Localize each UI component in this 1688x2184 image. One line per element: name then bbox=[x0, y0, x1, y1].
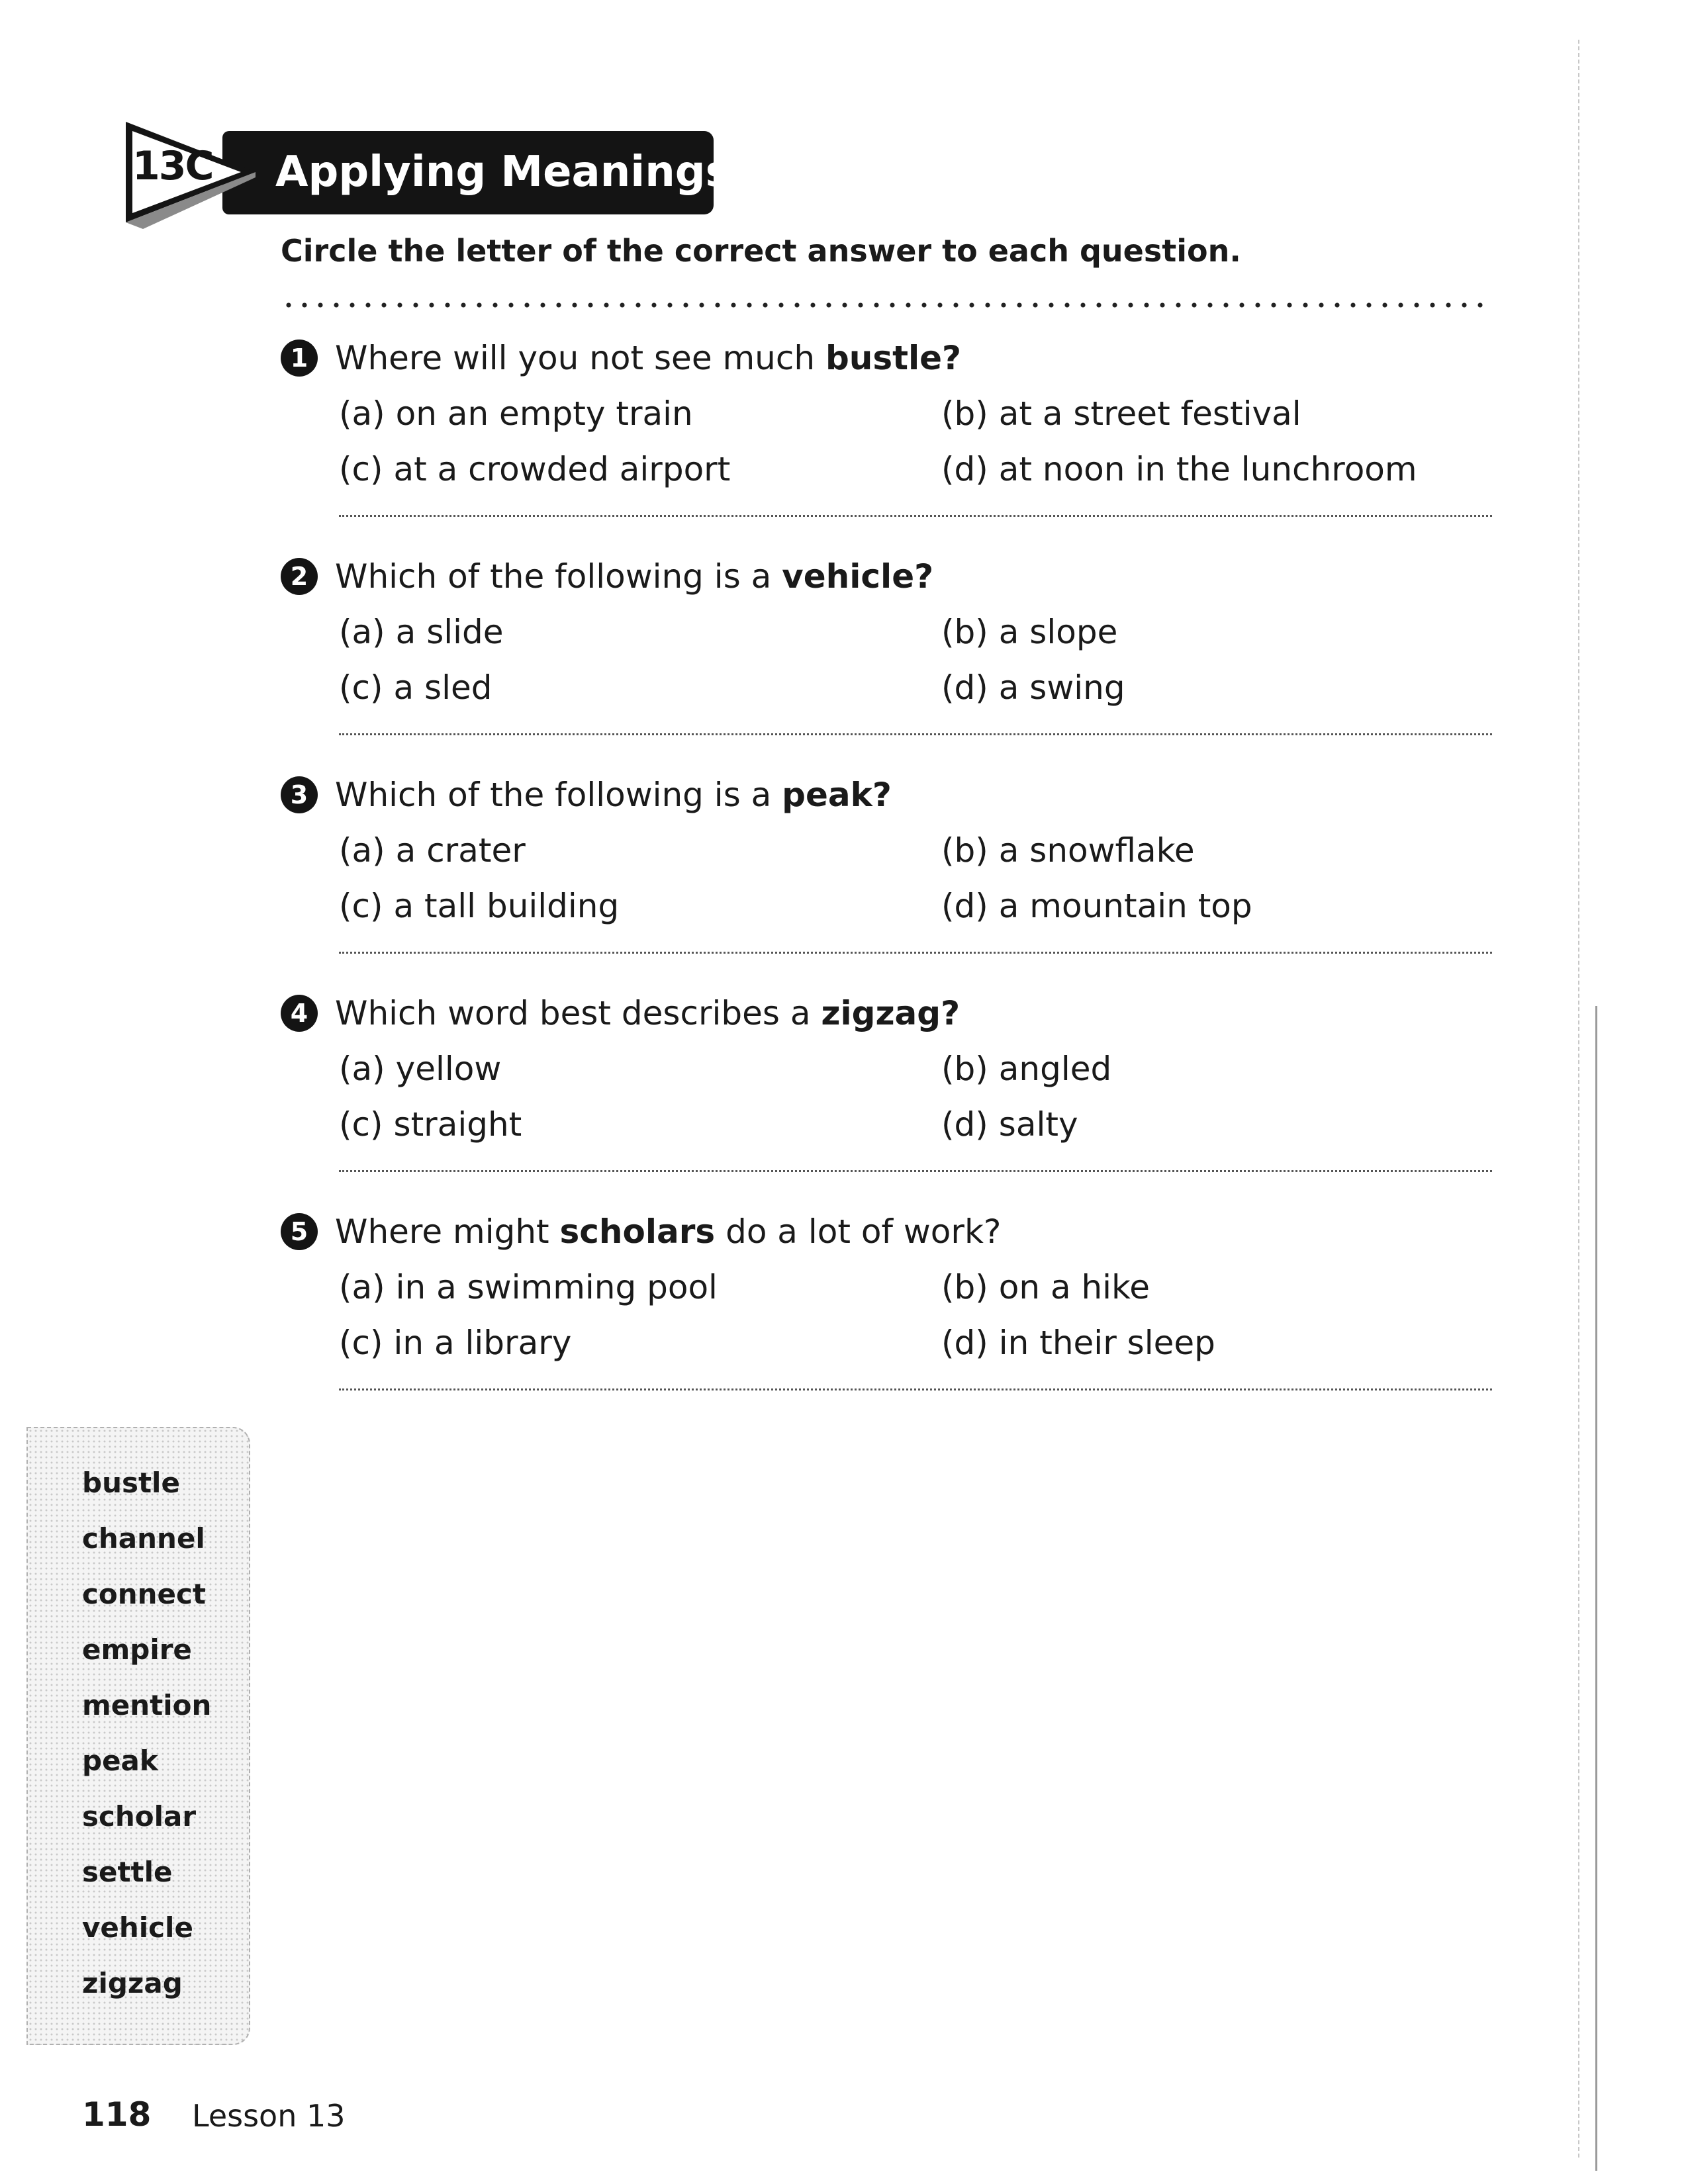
word-list-item: scholar bbox=[82, 1800, 197, 1833]
section-banner bbox=[123, 116, 731, 222]
word-list-item: empire bbox=[82, 1633, 192, 1666]
question-text: Which word best describes a zigzag? bbox=[335, 994, 961, 1032]
question-text: Which of the following is a peak? bbox=[335, 776, 892, 814]
page-number: 118 bbox=[82, 2095, 152, 2134]
question-number: 4 bbox=[281, 995, 318, 1032]
instructions: Circle the letter of the correct answer to each question. bbox=[281, 233, 1241, 269]
option-a[interactable]: (a) a slide bbox=[339, 613, 504, 651]
option-a[interactable]: (a) in a swimming pool bbox=[339, 1268, 718, 1306]
word-list-item: mention bbox=[82, 1689, 212, 1721]
option-d[interactable]: (d) at noon in the lunchroom bbox=[941, 450, 1417, 488]
question-number: 3 bbox=[281, 776, 318, 813]
option-a[interactable]: (a) a crater bbox=[339, 831, 526, 870]
option-c[interactable]: (c) a sled bbox=[339, 668, 492, 707]
vocab-keyword: vehicle? bbox=[782, 557, 934, 596]
option-a[interactable]: (a) yellow bbox=[339, 1050, 502, 1088]
question-header bbox=[281, 991, 960, 1035]
question-separator bbox=[339, 1170, 1492, 1172]
vocab-keyword: peak? bbox=[782, 776, 892, 814]
vocab-keyword: zigzag? bbox=[821, 994, 961, 1032]
question-number: 5 bbox=[281, 1213, 318, 1250]
option-c[interactable]: (c) a tall building bbox=[339, 887, 620, 925]
option-c[interactable]: (c) in a library bbox=[339, 1324, 572, 1362]
vocab-keyword: bustle? bbox=[825, 339, 962, 377]
binding-edge bbox=[1578, 40, 1583, 2158]
option-b[interactable]: (b) a slope bbox=[941, 613, 1118, 651]
option-d[interactable]: (d) a swing bbox=[941, 668, 1125, 707]
binding-edge-line bbox=[1595, 1006, 1600, 2171]
option-c[interactable]: (c) at a crowded airport bbox=[339, 450, 731, 488]
question-separator bbox=[339, 1388, 1492, 1390]
question-separator bbox=[339, 515, 1492, 517]
option-a[interactable]: (a) on an empty train bbox=[339, 394, 693, 433]
question-header bbox=[281, 555, 933, 598]
option-b[interactable]: (b) angled bbox=[941, 1050, 1112, 1088]
option-b[interactable]: (b) on a hike bbox=[941, 1268, 1150, 1306]
question-header bbox=[281, 336, 961, 380]
question-text: Which of the following is a vehicle? bbox=[335, 557, 934, 596]
question-number: 2 bbox=[281, 558, 318, 595]
word-list-item: zigzag bbox=[82, 1967, 183, 1999]
vocab-keyword: scholars bbox=[559, 1212, 716, 1251]
question-header bbox=[281, 1210, 1001, 1253]
question-separator bbox=[339, 952, 1492, 954]
option-d[interactable]: (d) salty bbox=[941, 1105, 1078, 1144]
option-c[interactable]: (c) straight bbox=[339, 1105, 522, 1144]
question-text: Where might scholars do a lot of work? bbox=[335, 1212, 1002, 1251]
word-list-item: connect bbox=[82, 1578, 207, 1610]
page-title: Applying Meanings bbox=[275, 148, 731, 197]
dotted-divider bbox=[281, 302, 1492, 308]
word-list-item: vehicle bbox=[82, 1911, 193, 1944]
section-code: 13C bbox=[132, 143, 213, 189]
option-d[interactable]: (d) in their sleep bbox=[941, 1324, 1215, 1362]
question-separator bbox=[339, 733, 1492, 735]
lesson-label: Lesson 13 bbox=[192, 2098, 346, 2134]
question-number: 1 bbox=[281, 340, 318, 377]
question-header bbox=[281, 773, 892, 817]
word-list-box bbox=[26, 1427, 250, 2045]
word-list-item: channel bbox=[82, 1522, 205, 1555]
word-list-item: peak bbox=[82, 1745, 158, 1777]
question-text: Where will you not see much bustle? bbox=[335, 339, 962, 377]
word-list-item: bustle bbox=[82, 1467, 180, 1499]
option-b[interactable]: (b) at a street festival bbox=[941, 394, 1301, 433]
option-d[interactable]: (d) a mountain top bbox=[941, 887, 1252, 925]
option-b[interactable]: (b) a snowflake bbox=[941, 831, 1195, 870]
word-list-item: settle bbox=[82, 1856, 173, 1888]
